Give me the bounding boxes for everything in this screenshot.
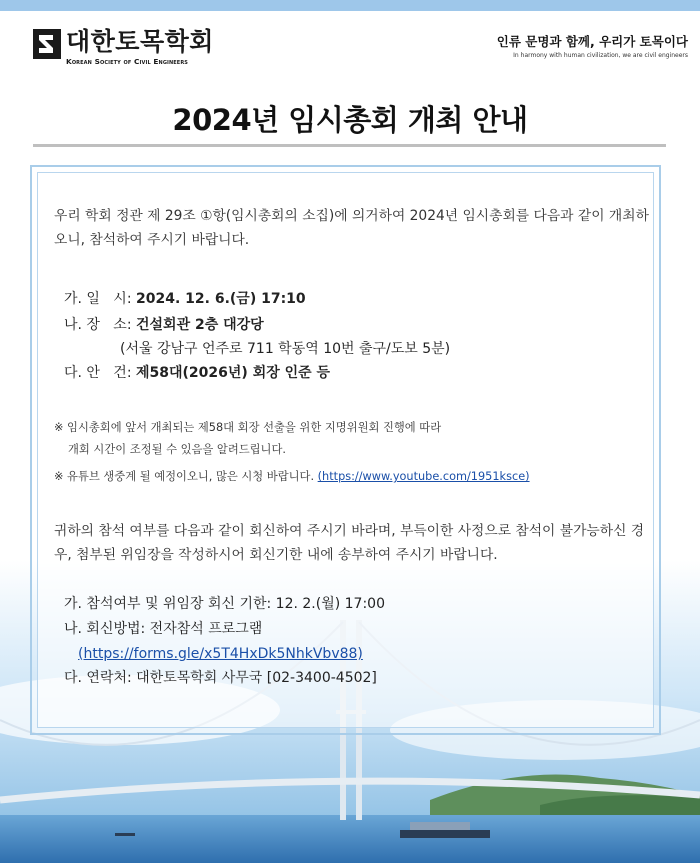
meeting-agenda xyxy=(64,363,330,383)
meeting-date-value: 2024. 12. 6.(금) 17:10 xyxy=(136,291,306,307)
meeting-place xyxy=(64,315,264,335)
reply-method: 나. 회신방법: 전자참석 프로그램 xyxy=(64,621,263,637)
meeting-date xyxy=(64,289,306,309)
logo-korean-name: 대한토목학회 xyxy=(66,27,214,56)
reply-paragraph: 귀하의 참석 여부를 다음과 같이 회신하여 주시기 바라며, 부득이한 사정으로 참석이 불가능하신 경우, 첨부된 위임장을 작성하시어 회신기한 내에 송부하여 주시기 바랍니다. xyxy=(54,523,645,563)
top-color-bar xyxy=(0,0,700,11)
note-schedule-line1: ※ 임시총회에 앞서 개최되는 제58대 회장 선출을 위한 지명위원회 진행에 따라 xyxy=(54,421,442,434)
reply-form-link[interactable] xyxy=(78,644,363,664)
youtube-link[interactable]: (https://www.youtube.com/1951ksce) xyxy=(317,470,530,483)
ksce-emblem-icon xyxy=(33,29,61,59)
meeting-date-label: 가. 일 시: xyxy=(64,291,136,307)
meeting-place-value: 건설회관 2층 대강당 xyxy=(136,317,264,333)
ksce-logo[interactable] xyxy=(33,27,233,67)
note-schedule-line2: 개회 시간이 조정될 수 있음을 알려드립니다. xyxy=(68,443,286,456)
meeting-agenda-value: 제58대(2026년) 회장 인준 등 xyxy=(136,365,331,381)
google-form-link[interactable]: (https://forms.gle/x5T4HxDk5NhkVbv88) xyxy=(78,646,363,662)
title-divider xyxy=(33,144,666,147)
slogan-korean: 인류 문명과 함께, 우리가 토목이다 xyxy=(496,34,688,49)
meeting-place-detail: (서울 강남구 언주로 711 학동역 10번 출구/도보 5분) xyxy=(120,341,451,357)
note-youtube-text: ※ 유튜브 생중계 될 예정이오니, 많은 시청 바랍니다. xyxy=(54,470,318,483)
meeting-agenda-label: 다. 안 건: xyxy=(64,365,136,381)
slogan-english: In harmony with human civilization, we are civil engineers xyxy=(513,52,688,59)
intro-paragraph: 우리 학회 정관 제 29조 ①항(임시총회의 소집)에 의거하여 2024년 임시총회를 다음과 같이 개최하오니, 참석하여 주시기 바랍니다. xyxy=(54,208,649,248)
page-title: 2024년 임시총회 개최 안내 xyxy=(172,103,528,137)
meeting-place-label: 나. 장 소: xyxy=(64,317,136,333)
reply-deadline: 가. 참석여부 및 위임장 회신 기한: 12. 2.(월) 17:00 xyxy=(64,596,385,612)
logo-english-name: Korean Society of Civil Engineers xyxy=(66,57,188,66)
reply-contact: 다. 연락처: 대한토목학회 사무국 [02-3400-4502] xyxy=(64,670,377,686)
note-youtube xyxy=(54,468,530,486)
slogan xyxy=(497,32,688,59)
